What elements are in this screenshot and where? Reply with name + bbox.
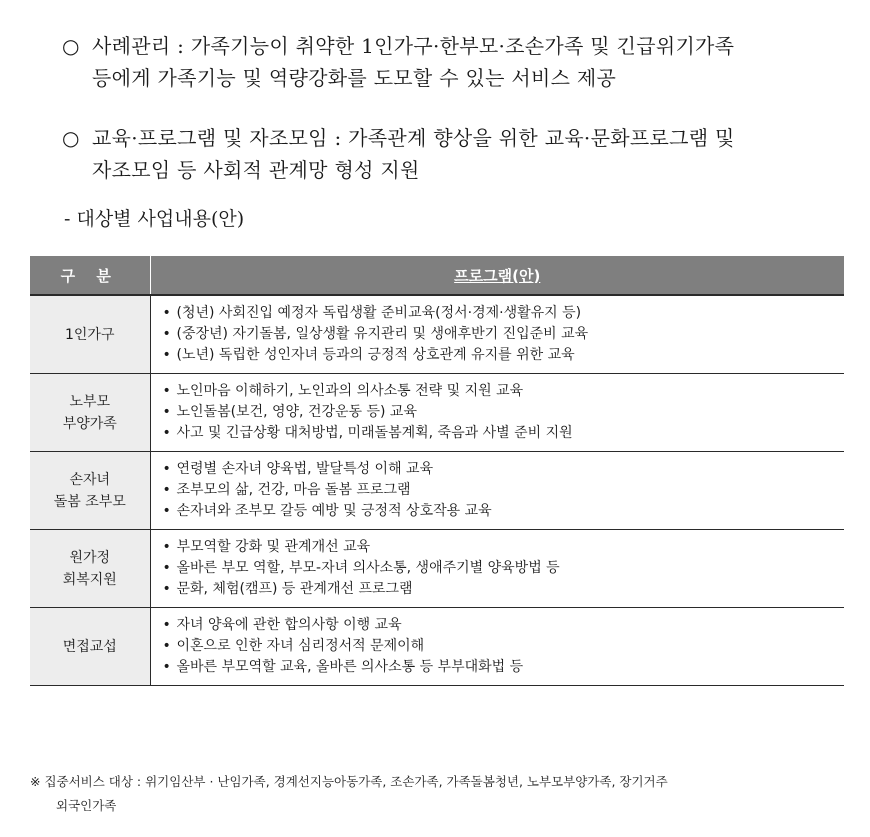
table-row bbox=[30, 452, 844, 530]
circle-bullet-icon: ○ bbox=[62, 34, 80, 58]
program-list bbox=[163, 537, 845, 600]
header-program bbox=[150, 256, 844, 295]
bullet-text-line: 사례관리 : 가족기능이 취약한 1인가구·한부모·조손가족 및 긴급위기가족 bbox=[92, 34, 735, 58]
program-item: • (노년) 독립한 성인자녀 등과의 긍정적 상호관계 유지를 위한 교육 bbox=[163, 345, 845, 366]
table-row bbox=[30, 295, 844, 374]
program-item: • 연령별 손자녀 양육법, 발달특성 이해 교육 bbox=[163, 459, 845, 480]
bullet-text-line: 교육·프로그램 및 자조모임 : 가족관계 향상을 위한 교육·문화프로그램 및 bbox=[92, 126, 735, 150]
program-item: • 손자녀와 조부모 갈등 예방 및 긍정적 상호작용 교육 bbox=[163, 501, 845, 522]
program-items-cell bbox=[150, 530, 844, 608]
program-item: • 조부모의 삶, 건강, 마음 돌봄 프로그램 bbox=[163, 480, 845, 501]
table-row bbox=[30, 608, 844, 686]
category-label: 손자녀 bbox=[69, 471, 111, 488]
program-item: • 올바른 부모 역할, 부모-자녀 의사소통, 생애주기별 양육방법 등 bbox=[163, 558, 845, 579]
program-table bbox=[30, 256, 844, 686]
program-item: • (중장년) 자기돌봄, 일상생활 유지관리 및 생애후반기 진입준비 교육 bbox=[163, 324, 845, 345]
program-items-cell bbox=[150, 374, 844, 452]
program-item: • 이혼으로 인한 자녀 심리정서적 문제이해 bbox=[163, 636, 845, 657]
circle-bullet-icon: ○ bbox=[62, 126, 80, 150]
category-label: 면접교섭 bbox=[62, 638, 117, 655]
program-items-cell bbox=[150, 452, 844, 530]
category-cell bbox=[30, 530, 150, 608]
bullet-education-programs bbox=[62, 122, 852, 186]
category-cell bbox=[30, 295, 150, 374]
category-label: 부양가족 bbox=[62, 415, 117, 432]
bullet-case-management bbox=[62, 30, 852, 94]
table-row bbox=[30, 530, 844, 608]
category-cell bbox=[30, 374, 150, 452]
category-label: 돌봄 조부모 bbox=[53, 493, 126, 510]
table-row bbox=[30, 374, 844, 452]
bullet-text-line: 등에게 가족기능 및 역량강화를 도모할 수 있는 서비스 제공 bbox=[92, 66, 617, 90]
program-item: • 올바른 부모역할 교육, 올바른 의사소통 등 부부대화법 등 bbox=[163, 657, 845, 678]
program-item: • 노인돌봄(보건, 영양, 건강운동 등) 교육 bbox=[163, 402, 845, 423]
program-item: • 자녀 양육에 관한 합의사항 이행 교육 bbox=[163, 615, 845, 636]
program-list bbox=[163, 381, 845, 444]
program-item: • 부모역할 강화 및 관계개선 교육 bbox=[163, 537, 845, 558]
program-list bbox=[163, 459, 845, 522]
header-category: 구 분 bbox=[30, 256, 150, 295]
category-cell bbox=[30, 452, 150, 530]
category-label: 회복지원 bbox=[62, 571, 117, 588]
footnote-line: 외국인가족 bbox=[56, 798, 117, 813]
bullet-text-line: 자조모임 등 사회적 관계망 형성 지원 bbox=[92, 158, 420, 182]
sub-heading: - 대상별 사업내용(안) bbox=[64, 208, 245, 230]
category-label: 원가정 bbox=[69, 549, 111, 566]
program-item: • 사고 및 긴급상황 대처방법, 미래돌봄계획, 죽음과 사별 준비 지원 bbox=[163, 423, 845, 444]
footnote-line: ※ 집중서비스 대상 : 위기임산부 · 난임가족, 경계선지능아동가족, 조손가족, 가족돌봄청년, 노부모부양가족, 장기거주 bbox=[30, 774, 668, 789]
category-label: 1인가구 bbox=[65, 326, 115, 343]
program-list bbox=[163, 303, 845, 366]
header-program-label: 프로그램(안) bbox=[454, 266, 541, 285]
table-header-row bbox=[30, 256, 844, 295]
program-items-cell bbox=[150, 608, 844, 686]
program-item: • 노인마음 이해하기, 노인과의 의사소통 전략 및 지원 교육 bbox=[163, 381, 845, 402]
footnote bbox=[30, 770, 850, 818]
program-item: • (청년) 사회진입 예정자 독립생활 준비교육(정서·경제·생활유지 등) bbox=[163, 303, 845, 324]
category-cell bbox=[30, 608, 150, 686]
program-list bbox=[163, 615, 845, 678]
program-items-cell bbox=[150, 295, 844, 374]
program-item: • 문화, 체험(캠프) 등 관계개선 프로그램 bbox=[163, 579, 845, 600]
category-label: 노부모 bbox=[69, 393, 111, 410]
